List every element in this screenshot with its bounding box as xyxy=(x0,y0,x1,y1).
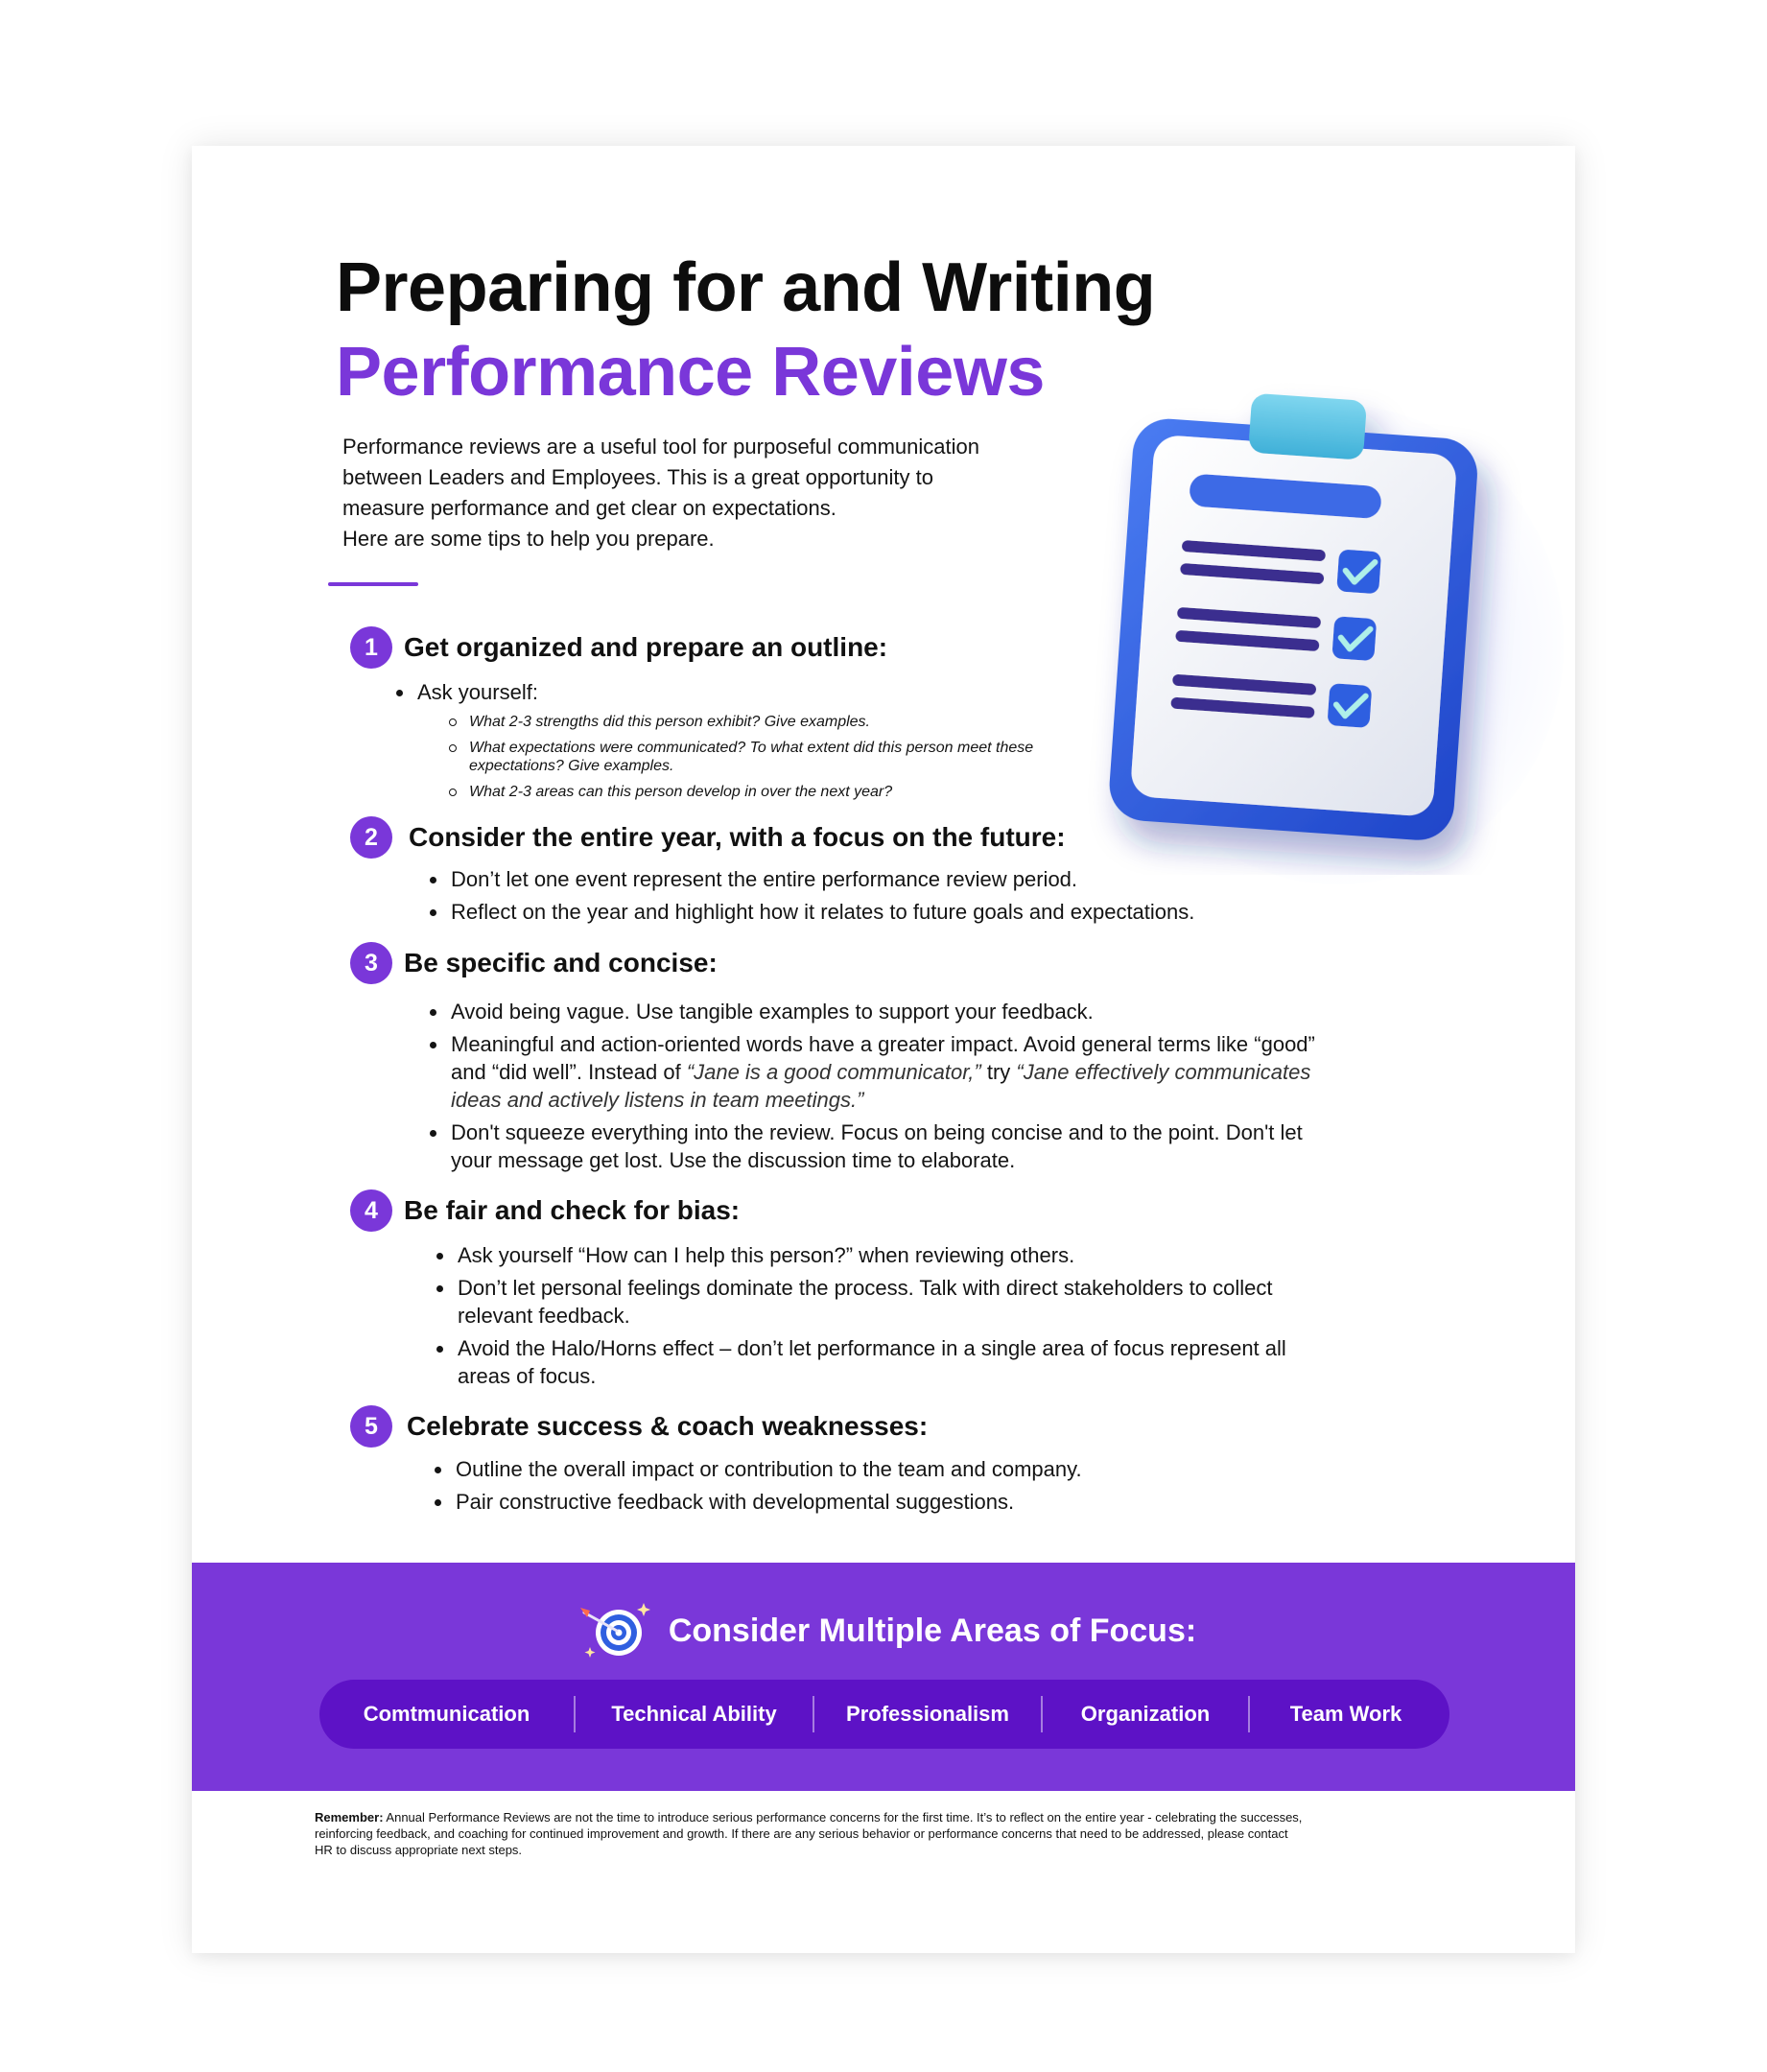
bullet-list xyxy=(434,1241,1335,1395)
document-page xyxy=(192,146,1575,1953)
list-item: Outline the overall impact or contribution to the team and company. xyxy=(432,1455,1295,1483)
bullet-list xyxy=(393,678,1065,711)
intro-line: Performance reviews are a useful tool for purposeful communication xyxy=(342,435,979,459)
sub-bullet-list xyxy=(448,713,1062,809)
bullet-list xyxy=(427,998,1319,1179)
remember-text: Annual Performance Reviews are not the time to introduce serious performance concerns for the first time. It’s to reflect on the entire year - celebrating the successes, xyxy=(383,1810,1303,1825)
list-item: Don’t let personal feelings dominate the process. Talk with direct stakeholders to collect relevant feedback. xyxy=(434,1274,1335,1330)
focus-item-communication: Comtmunication xyxy=(363,1702,530,1726)
bullet-list xyxy=(427,865,1348,930)
intro-line: between Leaders and Employees. This is a great opportunity to xyxy=(342,465,933,489)
remember-line: HR to discuss appropriate next steps. xyxy=(315,1843,523,1857)
section-heading: Consider the entire year, with a focus on the future: xyxy=(409,822,1066,852)
section-number: 2 xyxy=(350,816,392,859)
page-title xyxy=(336,246,1155,414)
title-line-1: Preparing for and Writing xyxy=(336,249,1156,326)
focus-item-professionalism: Professionalism xyxy=(846,1702,1009,1726)
section-number: 4 xyxy=(350,1189,392,1232)
remember-label: Remember: xyxy=(315,1810,384,1825)
bullet-list xyxy=(432,1455,1295,1520)
section-number: 1 xyxy=(350,626,392,669)
section-number: 3 xyxy=(350,942,392,984)
bullet-quote: “Jane effectively communicates ideas and actively listens in team meetings.” xyxy=(451,1060,1311,1112)
section-heading: Get organized and prepare an outline: xyxy=(404,632,888,662)
focus-item-technical-ability: Technical Ability xyxy=(611,1702,777,1726)
list-item: Ask yourself: xyxy=(393,678,1065,706)
clipboard-checklist-illustration xyxy=(1055,338,1554,875)
list-item: Avoid being vague. Use tangible examples to support your feedback. xyxy=(427,998,1319,1025)
intro-paragraph xyxy=(342,432,1033,554)
accent-divider xyxy=(328,582,418,586)
intro-line: Here are some tips to help you prepare. xyxy=(342,527,715,551)
focus-band xyxy=(192,1563,1575,1791)
focus-item-team-work: Team Work xyxy=(1289,1702,1402,1726)
list-item: What expectations were communicated? To what extent did this person meet these expectations? Give examples. xyxy=(448,739,1062,775)
section-number: 5 xyxy=(350,1405,392,1448)
clipboard-icon xyxy=(1055,338,1554,875)
target-dart-icon xyxy=(571,1599,653,1662)
list-item xyxy=(427,1030,1319,1114)
remember-line: reinforcing feedback, and coaching for continued improvement and growth. If there are any serious behavior or performance concerns that need to be addressed, please contact xyxy=(315,1826,1288,1841)
remember-note xyxy=(315,1809,1456,1858)
list-item: Don't squeeze everything into the review. Focus on being concise and to the point. Don't let your message get lost. Use the discussion time to elaborate. xyxy=(427,1118,1319,1174)
list-item: What 2-3 strengths did this person exhibit? Give examples. xyxy=(448,713,1062,731)
bullet-text: try xyxy=(980,1060,1017,1084)
focus-title-text: Consider Multiple Areas of Focus: xyxy=(668,1613,1197,1649)
bullet-text: Meaningful and action-oriented words have a greater impact. Avoid general terms like “good” and “did well”. Instead of xyxy=(451,1032,1315,1084)
list-item: Ask yourself “How can I help this person?” when reviewing others. xyxy=(434,1241,1335,1269)
focus-item-organization: Organization xyxy=(1080,1702,1211,1726)
remember-line xyxy=(315,1809,1456,1825)
section-heading: Be fair and check for bias: xyxy=(404,1195,741,1225)
section-heading: Be specific and concise: xyxy=(404,948,718,977)
list-item: Avoid the Halo/Horns effect – don’t let performance in a single area of focus represent all areas of focus. xyxy=(434,1334,1335,1390)
focus-areas-pill xyxy=(319,1680,1449,1749)
list-item: What 2-3 areas can this person develop in over the next year? xyxy=(448,783,1062,801)
focus-title xyxy=(192,1599,1575,1673)
list-item: Don’t let one event represent the entire performance review period. xyxy=(427,865,1348,893)
bullet-quote: “Jane is a good communicator,” xyxy=(686,1060,981,1084)
list-item: Pair constructive feedback with developmental suggestions. xyxy=(432,1488,1295,1516)
title-line-2: Performance Reviews xyxy=(336,334,1045,411)
section-heading: Celebrate success & coach weaknesses: xyxy=(407,1411,929,1441)
list-item: Reflect on the year and highlight how it relates to future goals and expectations. xyxy=(427,898,1348,926)
intro-line: measure performance and get clear on expectations. xyxy=(342,496,836,520)
